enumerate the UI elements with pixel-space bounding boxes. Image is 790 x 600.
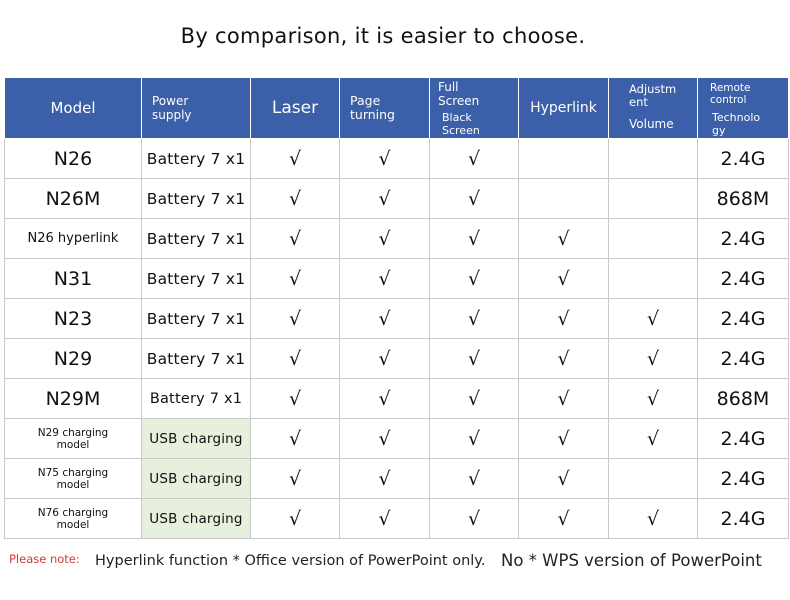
laser-check: √ xyxy=(251,499,340,539)
fullscreen-check: √ xyxy=(430,259,519,299)
volume-check xyxy=(609,179,698,219)
power-cell: Battery 7 x1 xyxy=(142,139,251,179)
laser-check: √ xyxy=(251,179,340,219)
laser-check: √ xyxy=(251,419,340,459)
frequency-cell: 2.4G xyxy=(698,339,789,379)
table-row xyxy=(5,419,789,459)
fullscreen-check: √ xyxy=(430,299,519,339)
power-cell: Battery 7 x1 xyxy=(142,339,251,379)
laser-check: √ xyxy=(251,219,340,259)
power-cell: USB charging xyxy=(142,499,251,539)
header-full-screen: Full Screen Black Screen xyxy=(430,78,519,139)
power-cell: Battery 7 x1 xyxy=(142,179,251,219)
table-row xyxy=(5,499,789,539)
hyperlink-check: √ xyxy=(519,339,609,379)
page-check: √ xyxy=(340,299,430,339)
fullscreen-check: √ xyxy=(430,419,519,459)
model-cell: N31 xyxy=(5,259,142,299)
model-cell: N23 xyxy=(5,299,142,339)
page-check: √ xyxy=(340,379,430,419)
power-cell: Battery 7 x1 xyxy=(142,299,251,339)
table-row xyxy=(5,139,789,179)
hyperlink-check: √ xyxy=(519,499,609,539)
volume-check xyxy=(609,139,698,179)
page-title: By comparison, it is easier to choose. xyxy=(180,24,586,48)
hyperlink-check: √ xyxy=(519,459,609,499)
volume-check: √ xyxy=(609,339,698,379)
model-cell: N29 charging model xyxy=(5,419,142,459)
note-office: Hyperlink function * Office version of PowerPoint only. xyxy=(95,553,486,569)
fullscreen-check: √ xyxy=(430,179,519,219)
laser-check: √ xyxy=(251,259,340,299)
hyperlink-check xyxy=(519,179,609,219)
header-laser: Laser xyxy=(251,78,340,139)
page-check: √ xyxy=(340,499,430,539)
hyperlink-check: √ xyxy=(519,419,609,459)
laser-check: √ xyxy=(251,139,340,179)
frequency-cell: 2.4G xyxy=(698,299,789,339)
page-check: √ xyxy=(340,179,430,219)
fullscreen-check: √ xyxy=(430,219,519,259)
page-check: √ xyxy=(340,339,430,379)
laser-check: √ xyxy=(251,339,340,379)
page-check: √ xyxy=(340,139,430,179)
note-wps: No * WPS version of PowerPoint xyxy=(501,551,762,570)
note-label: Please note: xyxy=(9,552,80,566)
volume-check xyxy=(609,219,698,259)
table-row xyxy=(5,259,789,299)
power-cell: USB charging xyxy=(142,419,251,459)
hyperlink-check: √ xyxy=(519,219,609,259)
table-row xyxy=(5,219,789,259)
header-page-turning: Page turning xyxy=(340,78,430,139)
power-cell: Battery 7 x1 xyxy=(142,259,251,299)
laser-check: √ xyxy=(251,299,340,339)
table-row xyxy=(5,299,789,339)
frequency-cell: 2.4G xyxy=(698,459,789,499)
model-cell: N26M xyxy=(5,179,142,219)
frequency-cell: 2.4G xyxy=(698,499,789,539)
volume-check: √ xyxy=(609,379,698,419)
frequency-cell: 2.4G xyxy=(698,259,789,299)
hyperlink-check xyxy=(519,139,609,179)
power-cell: Battery 7 x1 xyxy=(142,219,251,259)
volume-check xyxy=(609,259,698,299)
model-cell: N76 charging model xyxy=(5,499,142,539)
laser-check: √ xyxy=(251,459,340,499)
model-cell: N26 hyperlink xyxy=(5,219,142,259)
frequency-cell: 868M xyxy=(698,179,789,219)
volume-check: √ xyxy=(609,499,698,539)
table-row xyxy=(5,459,789,499)
power-cell: Battery 7 x1 xyxy=(142,379,251,419)
header-remote-technology: Remote control Technolo gy xyxy=(698,78,789,139)
hyperlink-check: √ xyxy=(519,259,609,299)
frequency-cell: 868M xyxy=(698,379,789,419)
table-row xyxy=(5,339,789,379)
fullscreen-check: √ xyxy=(430,499,519,539)
model-cell: N29M xyxy=(5,379,142,419)
model-cell: N29 xyxy=(5,339,142,379)
header-hyperlink: Hyperlink xyxy=(519,78,609,139)
page-check: √ xyxy=(340,419,430,459)
hyperlink-check: √ xyxy=(519,379,609,419)
fullscreen-check: √ xyxy=(430,139,519,179)
header-volume-adjustment: Adjustm ent Volume xyxy=(609,78,698,139)
power-cell: USB charging xyxy=(142,459,251,499)
volume-check: √ xyxy=(609,299,698,339)
page-check: √ xyxy=(340,219,430,259)
header-row xyxy=(5,78,789,139)
fullscreen-check: √ xyxy=(430,339,519,379)
volume-check: √ xyxy=(609,419,698,459)
table-row xyxy=(5,379,789,419)
header-model: Model xyxy=(5,78,142,139)
frequency-cell: 2.4G xyxy=(698,219,789,259)
table-row xyxy=(5,179,789,219)
model-cell: N75 charging model xyxy=(5,459,142,499)
volume-check xyxy=(609,459,698,499)
fullscreen-check: √ xyxy=(430,459,519,499)
model-cell: N26 xyxy=(5,139,142,179)
comparison-table xyxy=(4,77,789,539)
fullscreen-check: √ xyxy=(430,379,519,419)
frequency-cell: 2.4G xyxy=(698,419,789,459)
header-power-supply: Power supply xyxy=(142,78,251,139)
hyperlink-check: √ xyxy=(519,299,609,339)
page-check: √ xyxy=(340,259,430,299)
frequency-cell: 2.4G xyxy=(698,139,789,179)
laser-check: √ xyxy=(251,379,340,419)
page-check: √ xyxy=(340,459,430,499)
